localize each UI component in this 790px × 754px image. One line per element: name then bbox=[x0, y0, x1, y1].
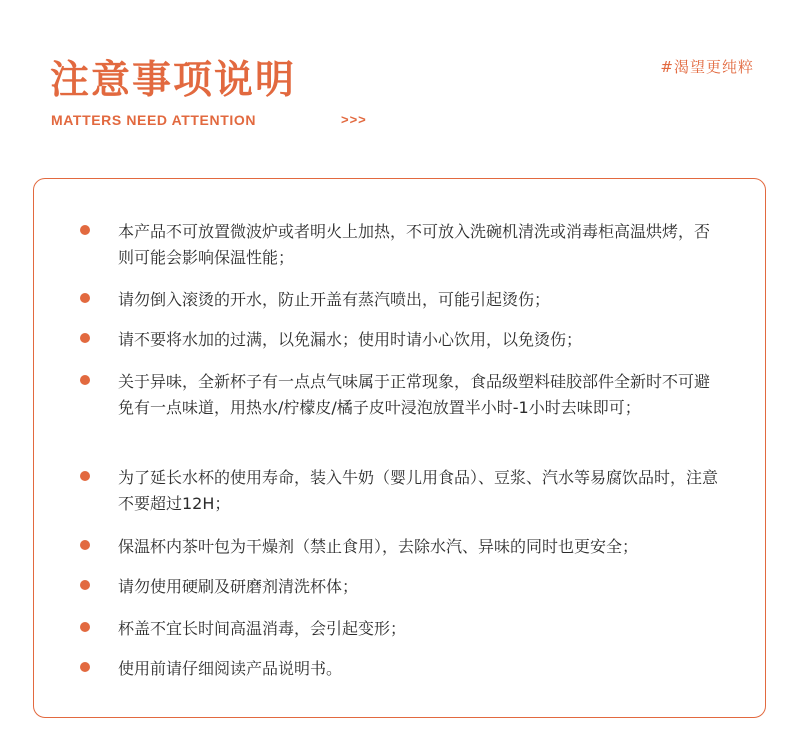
notice-text: 本产品不可放置微波炉或者明火上加热，不可放入洗碗机清洗或消毒柜高温烘烤，否则可能会影响保温性能； bbox=[118, 222, 711, 267]
notice-text: 杯盖不宜长时间高温消毒，会引起变形； bbox=[118, 619, 407, 638]
bullet-dot-icon bbox=[80, 225, 90, 235]
notice-box bbox=[33, 178, 766, 718]
bullet-dot-icon bbox=[80, 622, 90, 632]
notice-text: 请不要将水加的过满，以免漏水；使用时请小心饮用，以免烫伤； bbox=[118, 330, 583, 349]
bullet-dot-icon bbox=[80, 375, 90, 385]
bullet-dot-icon bbox=[80, 580, 90, 590]
notice-text: 关于异味，全新杯子有一点点气味属于正常现象，食品级塑料硅胶部件全新时不可避免有一点味道，用热水/柠檬皮/橘子皮叶浸泡放置半小时-1小时去味即可； bbox=[118, 372, 711, 417]
page-title: 注意事项说明 bbox=[50, 58, 297, 103]
notice-text: 保温杯内茶叶包为干燥剂（禁止食用），去除水汽、异味的同时也更安全； bbox=[118, 537, 639, 556]
notice-text: 请勿倒入滚烫的开水，防止开盖有蒸汽喷出，可能引起烫伤； bbox=[118, 290, 551, 309]
page-subtitle: MATTERS NEED ATTENTION bbox=[51, 112, 257, 128]
arrows-decoration: >>> bbox=[341, 112, 367, 127]
bullet-dot-icon bbox=[80, 662, 90, 672]
notice-text: 为了延长水杯的使用寿命，装入牛奶（婴儿用食品）、豆浆、汽水等易腐饮品时，注意不要超过12H； bbox=[118, 468, 719, 513]
bullet-dot-icon bbox=[80, 293, 90, 303]
bullet-dot-icon bbox=[80, 471, 90, 481]
bullet-dot-icon bbox=[80, 333, 90, 343]
notice-text: 请勿使用硬刷及研磨剂清洗杯体； bbox=[118, 577, 359, 596]
tagline: #渴望更纯粹 bbox=[660, 58, 754, 76]
bullet-dot-icon bbox=[80, 540, 90, 550]
notice-text: 使用前请仔细阅读产品说明书。 bbox=[118, 659, 343, 678]
